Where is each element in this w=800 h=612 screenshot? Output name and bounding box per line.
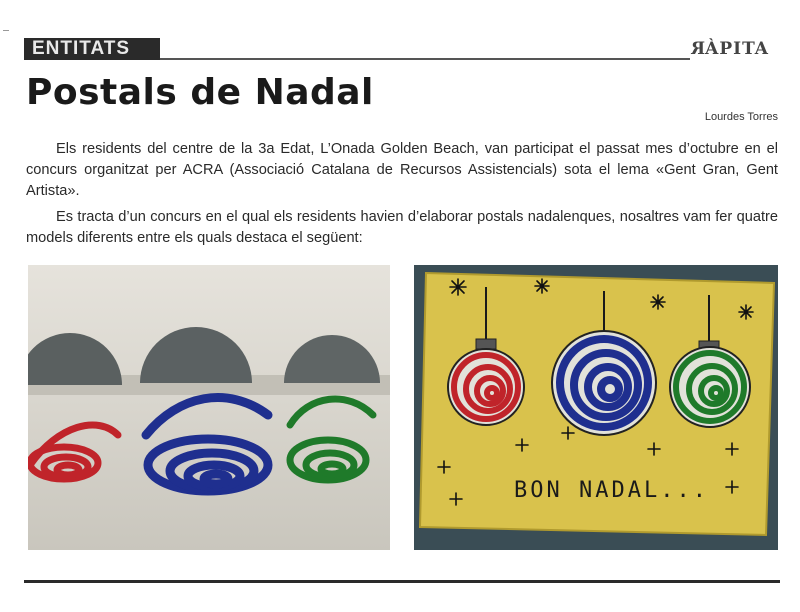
corner-mark bbox=[3, 30, 9, 31]
card-greeting-text: BON NADAL... bbox=[514, 478, 709, 503]
publication-logo: RÀPITA bbox=[690, 39, 769, 59]
photo-christmas-card bbox=[414, 265, 778, 550]
photo-christmas-card-illustration bbox=[414, 265, 778, 550]
bottom-rule bbox=[24, 580, 780, 583]
section-label: ENTITATS bbox=[24, 38, 160, 60]
header-rule bbox=[160, 58, 690, 60]
article-title: Postals de Nadal bbox=[26, 72, 374, 113]
photo-spiral-ornaments bbox=[28, 265, 390, 550]
article-author: Lourdes Torres bbox=[704, 111, 778, 123]
article-paragraph-1: Els residents del centre de la 3a Edat, L’Onada Golden Beach, van participat el passat mes d’octubre en el concurs organitzat per ACRA (Associació Catalana de Recursos Assistencials) sota el lema «Gent Gran, Gent Artista». bbox=[26, 141, 778, 199]
photo-spiral-ornaments-illustration bbox=[28, 265, 390, 550]
article-paragraph-2: Es tracta d’un concurs en el qual els residents havien d’elaborar postals nadalenques, nosaltres vam fer quatre models diferents entre els quals destaca el següent: bbox=[26, 209, 778, 246]
